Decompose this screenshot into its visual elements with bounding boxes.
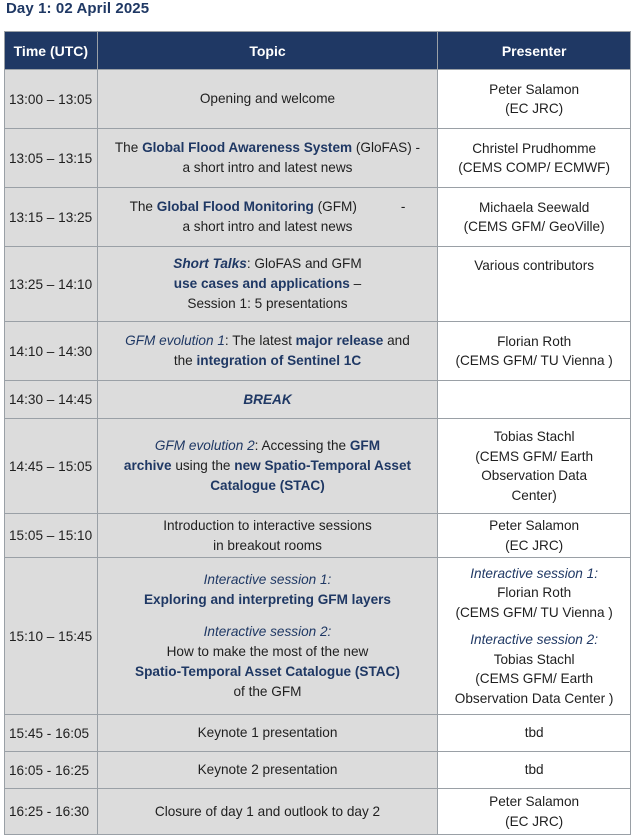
presenter-name: Various contributors [474,258,595,273]
presenter-name: Peter Salamon [489,794,580,809]
topic-text: The [114,140,143,155]
header-presenter: Presenter [438,32,631,70]
row-topic [97,419,438,514]
presenter-name: Michaela Seewald [478,199,590,215]
presenter-affiliation: Observation Data [481,468,588,483]
row-time: 16:05 - 16:25 [5,752,98,789]
presenter-name: Tobias Stachl [493,429,575,444]
row-topic [97,247,438,322]
table-row [5,322,631,381]
topic-text: and [383,333,410,348]
row-presenter: tbd [438,752,631,789]
row-topic [97,381,438,419]
row-time: 14:45 – 15:05 [5,419,98,514]
topic-dash: - [400,199,406,214]
row-presenter [438,129,631,188]
topic-bold: integration of Sentinel 1C [196,353,362,368]
session-label: Interactive session 1: [203,572,332,587]
row-time: 13:00 – 13:05 [5,70,98,129]
row-topic [97,558,438,715]
topic-text: : GloFAS and GFM [246,256,362,271]
topic-text: using the [171,458,235,473]
table-row [5,247,631,322]
topic-line: a short intro and latest news [182,160,353,175]
row-presenter: tbd [438,715,631,752]
presenter-affiliation: (EC JRC) [505,537,564,553]
presenter-affiliation: (CEMS GFM/ TU Vienna ) [455,604,613,620]
session-label: Interactive session 1: [470,565,598,581]
topic-line: How to make the most of the new [166,644,369,659]
presenter-affiliation: (CEMS COMP/ ECMWF) [458,160,611,175]
row-presenter [438,558,631,715]
topic-text: : Accessing the [254,438,350,453]
row-topic [97,188,438,247]
header-row [5,32,631,70]
presenter-affiliation: (CEMS GFM/ Earth [475,448,594,464]
topic-text: The [129,199,157,214]
row-time: 15:05 – 15:10 [5,514,98,558]
presenter-name: Christel Prudhomme [472,140,597,156]
table-row [5,789,631,835]
row-time: 14:30 – 14:45 [5,381,98,419]
row-presenter [438,247,631,322]
header-topic: Topic [97,32,438,70]
row-time: 13:15 – 13:25 [5,188,98,247]
topic-text: – [349,276,362,291]
row-time: 15:45 - 16:05 [5,715,98,752]
row-presenter [438,514,631,558]
topic-bold-italic: Short Talks [173,256,247,271]
topic-bold: new Spatio-Temporal Asset [234,458,412,473]
row-topic: Opening and welcome [97,70,438,129]
row-presenter [438,322,631,381]
table-row [5,419,631,514]
row-time: 13:05 – 13:15 [5,129,98,188]
topic-line: Session 1: 5 presentations [187,296,348,311]
topic-bold: Global Flood Monitoring [156,199,314,214]
row-presenter [438,188,631,247]
row-topic: Keynote 1 presentation [97,715,438,752]
topic-bold: archive [123,458,172,473]
topic-text: : The latest [224,333,296,348]
topic-line: Introduction to interactive sessions [163,517,372,533]
topic-bold: GFM [349,438,381,453]
table-row [5,558,631,715]
presenter-name: Florian Roth [497,585,572,601]
header-time: Time (UTC) [5,32,98,70]
row-presenter [438,789,631,835]
presenter-name: Peter Salamon [489,81,580,97]
topic-text: the [173,353,197,368]
row-presenter [438,70,631,129]
topic-text: (GFM) [313,199,357,214]
row-time: 14:10 – 14:30 [5,322,98,381]
presenter-affiliation: (CEMS GFM/ TU Vienna ) [455,353,613,368]
row-time: 16:25 - 16:30 [5,789,98,835]
row-topic [97,322,438,381]
row-time: 13:25 – 14:10 [5,247,98,322]
row-topic: Keynote 2 presentation [97,752,438,789]
row-presenter [438,419,631,514]
presenter-affiliation: Observation Data Center ) [454,690,614,706]
row-time: 15:10 – 15:45 [5,558,98,715]
table-row [5,514,631,558]
table-row [5,381,631,419]
topic-line: of the GFM [233,684,302,699]
agenda-table [4,31,631,835]
presenter-name: Tobias Stachl [493,651,575,667]
topic-bold: use cases and applications [173,276,350,291]
topic-text: (GloFAS) - [352,140,421,155]
session-label: Interactive session 2: [470,632,598,648]
topic-line: a short intro and latest news [182,219,353,234]
row-presenter [438,381,631,419]
presenter-affiliation: (CEMS GFM/ Earth [475,671,594,687]
table-row [5,188,631,247]
topic-bold: major release [295,333,384,348]
row-topic [97,129,438,188]
table-row [5,129,631,188]
presenter-affiliation: (EC JRC) [505,813,564,829]
session-title: Spatio-Temporal Asset Catalogue (STAC) [135,664,400,679]
presenter-affiliation: Center) [511,487,557,503]
topic-italic: GFM evolution 2 [154,438,255,453]
day-title: Day 1: 02 April 2025 [6,0,150,17]
table-row [5,715,631,752]
table-row [5,752,631,789]
session-label: Interactive session 2: [203,624,332,639]
row-topic [97,514,438,558]
presenter-name: Peter Salamon [489,518,580,533]
session-title: Exploring and interpreting GFM layers [143,592,391,607]
presenter-affiliation: (EC JRC) [505,101,564,116]
presenter-affiliation: (CEMS GFM/ GeoVille) [463,219,605,234]
row-topic: Closure of day 1 and outlook to day 2 [97,789,438,835]
presenter-name: Florian Roth [497,333,572,349]
topic-bold: Catalogue (STAC) [210,478,325,493]
topic-bold: Global Flood Awareness System [142,140,353,155]
topic-line: in breakout rooms [213,537,322,553]
topic-italic: GFM evolution 1 [125,333,225,348]
topic-break: BREAK [243,391,292,407]
table-row [5,70,631,129]
